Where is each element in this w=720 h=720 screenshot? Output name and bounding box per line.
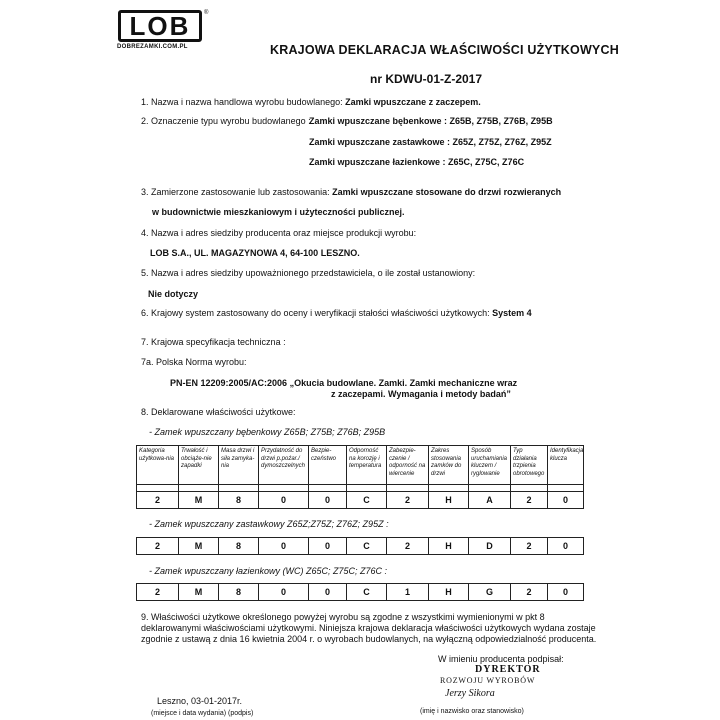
document-title: KRAJOWA DEKLARACJA WŁAŚCIWOŚCI UŻYTKOWYCH [270,43,619,57]
table-header-row [137,446,584,485]
table-cell: C [347,584,387,601]
table-cell: A [469,492,511,509]
gap-cell [219,485,259,492]
table-cell: G [469,584,511,601]
logo-registered-mark: ® [204,10,209,16]
table-cell: C [347,492,387,509]
table-cell: 2 [511,492,548,509]
section-6-value: System 4 [492,308,532,318]
header-cell: Typ działania trzpienia obrotowego [511,446,548,485]
section-5-value: Nie dotyczy [148,289,199,299]
table-row [137,584,584,601]
section-5-label: 5. Nazwa i adres siedziby upoważnionego przedstawiciela, o ile został ustanowiony: [141,268,476,278]
gap-cell [511,485,548,492]
header-cell: Bezpie-czeństwo [309,446,347,485]
gap-cell [429,485,469,492]
header-cell: Trwałość i obciąże-nie zapadki [179,446,219,485]
section-7-label: 7. Krajowa specyfikacja techniczna : [141,337,286,347]
document-number: nr KDWU-01-Z-2017 [370,72,483,86]
section-9-line-3: zgodnie z ustawą z dnia 16 kwietnia 2004 r. o wyrobach budowlanych, na wyłączną odpowiedzialność producenta. [141,634,597,644]
header-cell: Identyfikacja klucza [548,446,584,485]
place-date: Leszno, 03-01-2017r. [157,696,243,706]
gap-cell [259,485,309,492]
table-cell: 0 [548,492,584,509]
table-cell: 8 [219,492,259,509]
gap-cell [137,485,179,492]
header-cell: Masa drzwi i siła zamyka-nia [219,446,259,485]
logo-text: LOB [129,11,191,41]
section-2-label: 2. Oznaczenie typu wyrobu budowlanego : [141,116,311,126]
section-1 [141,97,481,107]
table-cell: M [179,584,219,601]
section-8-label: 8. Deklarowane właściwości użytkowe: [141,407,296,417]
table-cell: 8 [219,584,259,601]
stamp-department: ROZWOJU WYROBÓW [440,676,536,685]
table-cell: M [179,492,219,509]
section-7a-label: 7a. Polska Norma wyrobu: [141,357,247,367]
section-4-label: 4. Nazwa i adres siedziby producenta oraz miejsce produkcji wyrobu: [141,228,417,238]
table-cell: H [429,538,469,555]
table-row [137,538,584,555]
section-2-type-line-3: Zamki wpuszczane łazienkowe : Z65C, Z75C, Z76C [309,157,525,167]
header-cell: Sposób uruchamiania kluczem / ryglowanie [469,446,511,485]
place-date-caption: (miejsce i data wydania) (podpis) [151,710,254,717]
header-cell: Odporność na korozję i temperatura [347,446,387,485]
section-9-line-2: deklarowanymi właściwościami użytkowymi. Niniejsza krajowa deklaracja właściwości użytkowych wydana zostaje [141,623,596,633]
table-cell: 2 [387,538,429,555]
header-cell: Przydatność do drzwi p.pożar./ dymoszczelnych [259,446,309,485]
section-2-type-line-1: Zamki wpuszczane bębenkowe : Z65B, Z75B, Z76B, Z95B [309,116,553,126]
gap-cell [347,485,387,492]
section-3 [141,187,561,197]
standard-line-2: z zaczepami. Wymagania i metody badań” [331,389,511,399]
gap-cell [387,485,429,492]
logo-url: DOBREZAMKI.COM.PL [117,44,188,50]
properties-table-lazienkowy [136,583,584,601]
table-cell: D [469,538,511,555]
section-4-value: LOB S.A., UL. MAGAZYNOWA 4, 64-100 LESZNO. [150,248,360,258]
section-9-line-1: 9. Właściwości użytkowe określonego powyżej wyrobu są zgodne z wszystkimi wymienionymi w pkt 8 [141,612,545,622]
gap-cell [469,485,511,492]
section-6-label: 6. Krajowy system zastosowany do oceny i weryfikacji stałości właściwości użytkowych: [141,308,490,318]
company-logo [118,10,202,42]
signature: Jerzy Sikora [445,688,495,699]
table-cell: 0 [309,538,347,555]
table-cell: 0 [259,538,309,555]
stamp-title: DYREKTOR [475,664,541,675]
header-cell: Kategoria użytkowa-nia [137,446,179,485]
table-cell: 2 [511,584,548,601]
table-cell: 2 [137,584,179,601]
group-lazienkowy-label: - Zamek wpuszczany łazienkowy (WC) Z65C; Z75C; Z76C : [149,566,388,576]
gap-cell [548,485,584,492]
gap-cell [179,485,219,492]
gap-cell [309,485,347,492]
section-1-value: Zamki wpuszczane z zaczepem. [345,97,481,107]
group-bebenkowy-label: - Zamek wpuszczany bębenkowy Z65B; Z75B; Z76B; Z95B [149,427,386,437]
section-3-label: 3. Zamierzone zastosowanie lub zastosowania: [141,187,330,197]
table-cell: M [179,538,219,555]
table-cell: 2 [511,538,548,555]
header-cell: Zabezpie-czenie / odporność na wiercenie [387,446,429,485]
table-cell: 0 [548,584,584,601]
table-cell: 8 [219,538,259,555]
section-2-type-line-2: Zamki wpuszczane zastawkowe : Z65Z, Z75Z, Z76Z, Z95Z [309,137,552,147]
table-cell: H [429,584,469,601]
section-3-value-line-2: w budownictwie mieszkaniowym i użyteczności publicznej. [152,207,405,217]
standard-line-1: PN-EN 12209:2005/AC:2006 „Okucia budowlane. Zamki. Zamki mechaniczne wraz [170,378,518,388]
properties-table-zastawkowy [136,537,584,555]
table-cell: 0 [548,538,584,555]
group-zastawkowy-label: - Zamek wpuszczany zastawkowy Z65Z;Z75Z; Z76Z; Z95Z : [149,519,389,529]
table-cell: 2 [137,538,179,555]
table-cell: 0 [309,584,347,601]
table-row [137,492,584,509]
table-cell: 1 [387,584,429,601]
on-behalf-label: W imieniu producenta podpisał: [438,654,564,664]
table-cell: 2 [137,492,179,509]
table-cell: 0 [259,492,309,509]
table-cell: C [347,538,387,555]
section-2 [141,116,311,126]
section-1-label: 1. Nazwa i nazwa handlowa wyrobu budowlanego: [141,97,343,107]
section-3-value: Zamki wpuszczane stosowane do drzwi rozwieranych [332,187,562,197]
signer-caption: (imię i nazwisko oraz stanowisko) [420,708,524,715]
table-cell: 0 [309,492,347,509]
header-cell: Zakres stosowania zamków do drzwi [429,446,469,485]
table-cell: H [429,492,469,509]
table-cell: 0 [259,584,309,601]
section-6 [141,308,532,318]
properties-table-bebenkowy [136,445,584,509]
table-cell: 2 [387,492,429,509]
